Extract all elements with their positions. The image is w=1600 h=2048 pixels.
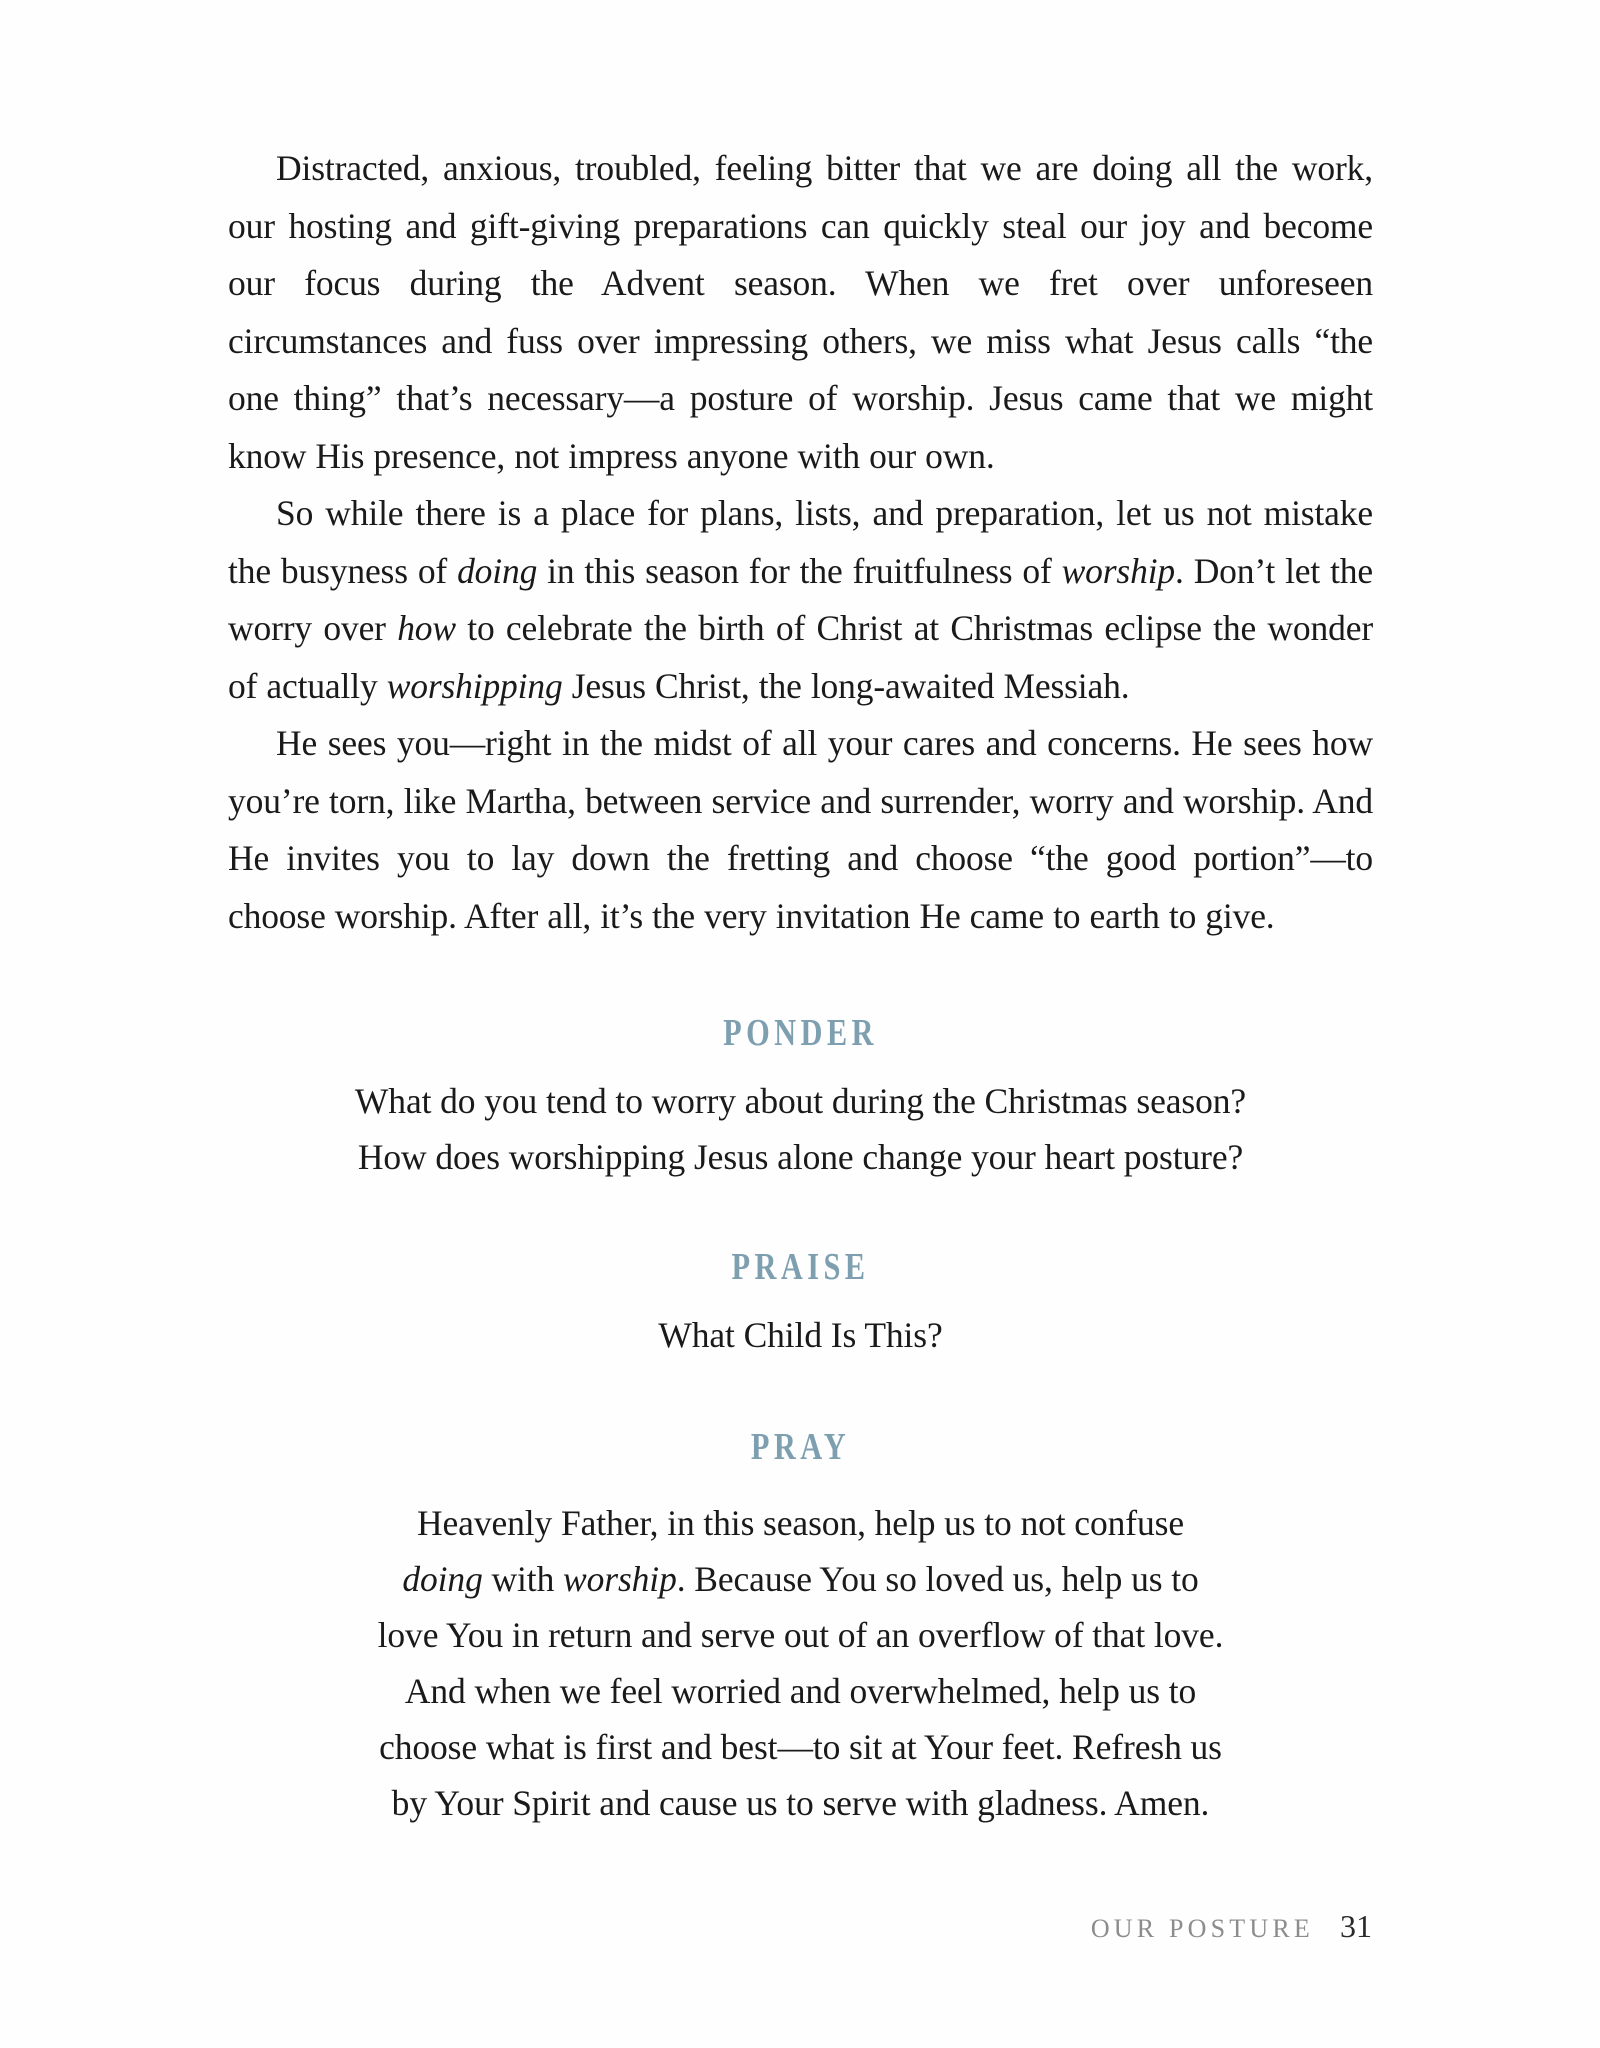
spacer-ponder-heading	[228, 1055, 1373, 1073]
emphasis-worship: worship	[1061, 550, 1176, 591]
section-heading-pray: PRAY	[750, 1426, 851, 1468]
ponder-question-1: What do you tend to worry about during the Christmas season?	[354, 1081, 1247, 1121]
text-column	[228, 140, 1373, 1831]
prayer-line-2-segment-3: . Because You so loved us, help us to	[676, 1559, 1199, 1599]
prayer-line-2	[228, 1551, 1373, 1607]
spacer-praise-heading	[228, 1289, 1373, 1307]
paragraph-1-text: Distracted, anxious, troubled, feeling bitter that we are doing all the work, our hosting and gift-giving preparations can quickly steal our joy and become our focus during the Advent season. When we fret over unforeseen circumstances and fuss over impressing others, we miss what Jesus calls “the one thing” that’s necessary—a posture of worship. Jesus came that we might know His presence, not impress anyone with our own.	[228, 148, 1373, 476]
prayer-line-6: by Your Spirit and cause us to serve with gladness. Amen.	[391, 1783, 1210, 1823]
spacer-before-ponder	[228, 945, 1373, 1011]
emphasis-worshipping: worshipping	[386, 665, 563, 706]
prayer-line-2-segment-2: with	[482, 1559, 563, 1599]
ponder-questions	[228, 1073, 1373, 1185]
page-footer	[228, 1908, 1372, 1945]
body-paragraph-2	[228, 485, 1373, 715]
spacer-before-praise	[228, 1185, 1373, 1245]
emphasis-worship-prayer: worship	[563, 1559, 677, 1599]
paragraph-3-text: He sees you—right in the midst of all your cares and concerns. He sees how you’re torn, like Martha, between service and surrender, worry and worship. And He invites you to lay down the fretting and choose “the good portion”—to choose worship. After all, it’s the very invitation He came to earth to give.	[228, 723, 1373, 936]
section-heading-praise: PRAISE	[731, 1246, 870, 1288]
paragraph-2-segment-3: . Don’t let the worry over	[228, 550, 1373, 648]
prayer-line-4: And when we feel worried and overwhelmed, help us to	[404, 1671, 1197, 1711]
body-paragraph-3	[228, 715, 1373, 945]
emphasis-how: how	[397, 608, 456, 648]
praise-song-title: What Child Is This?	[658, 1315, 943, 1355]
paragraph-2-segment-1: So while there is a place for plans, lists, and preparation, let us not mistake the busyness of	[228, 493, 1373, 591]
section-heading-ponder: PONDER	[723, 1012, 878, 1054]
prayer-line-3: love You in return and serve out of an overflow of that love.	[377, 1615, 1224, 1655]
ponder-question-2: How does worshipping Jesus alone change your heart posture?	[357, 1137, 1244, 1177]
paragraph-2-segment-2: in this season for the fruitfulness of	[537, 550, 1062, 591]
emphasis-doing-prayer: doing	[402, 1559, 483, 1599]
prayer-text	[228, 1495, 1373, 1831]
paragraph-2-segment-4: to celebrate the birth of Christ at Christmas eclipse the wonder of actually	[228, 608, 1373, 706]
emphasis-doing: doing	[457, 550, 538, 591]
page-number: 31	[1340, 1908, 1372, 1944]
spacer-pray-heading	[228, 1469, 1373, 1495]
running-head: OUR POSTURE	[1090, 1914, 1314, 1943]
body-paragraph-1	[228, 140, 1373, 485]
spacer-before-pray	[228, 1363, 1373, 1425]
paragraph-2-segment-5: Jesus Christ, the long-awaited Messiah.	[562, 665, 1130, 706]
prayer-line-1: Heavenly Father, in this season, help us to not confuse	[416, 1503, 1185, 1543]
prayer-line-5: choose what is first and best—to sit at Your feet. Refresh us	[379, 1727, 1222, 1767]
